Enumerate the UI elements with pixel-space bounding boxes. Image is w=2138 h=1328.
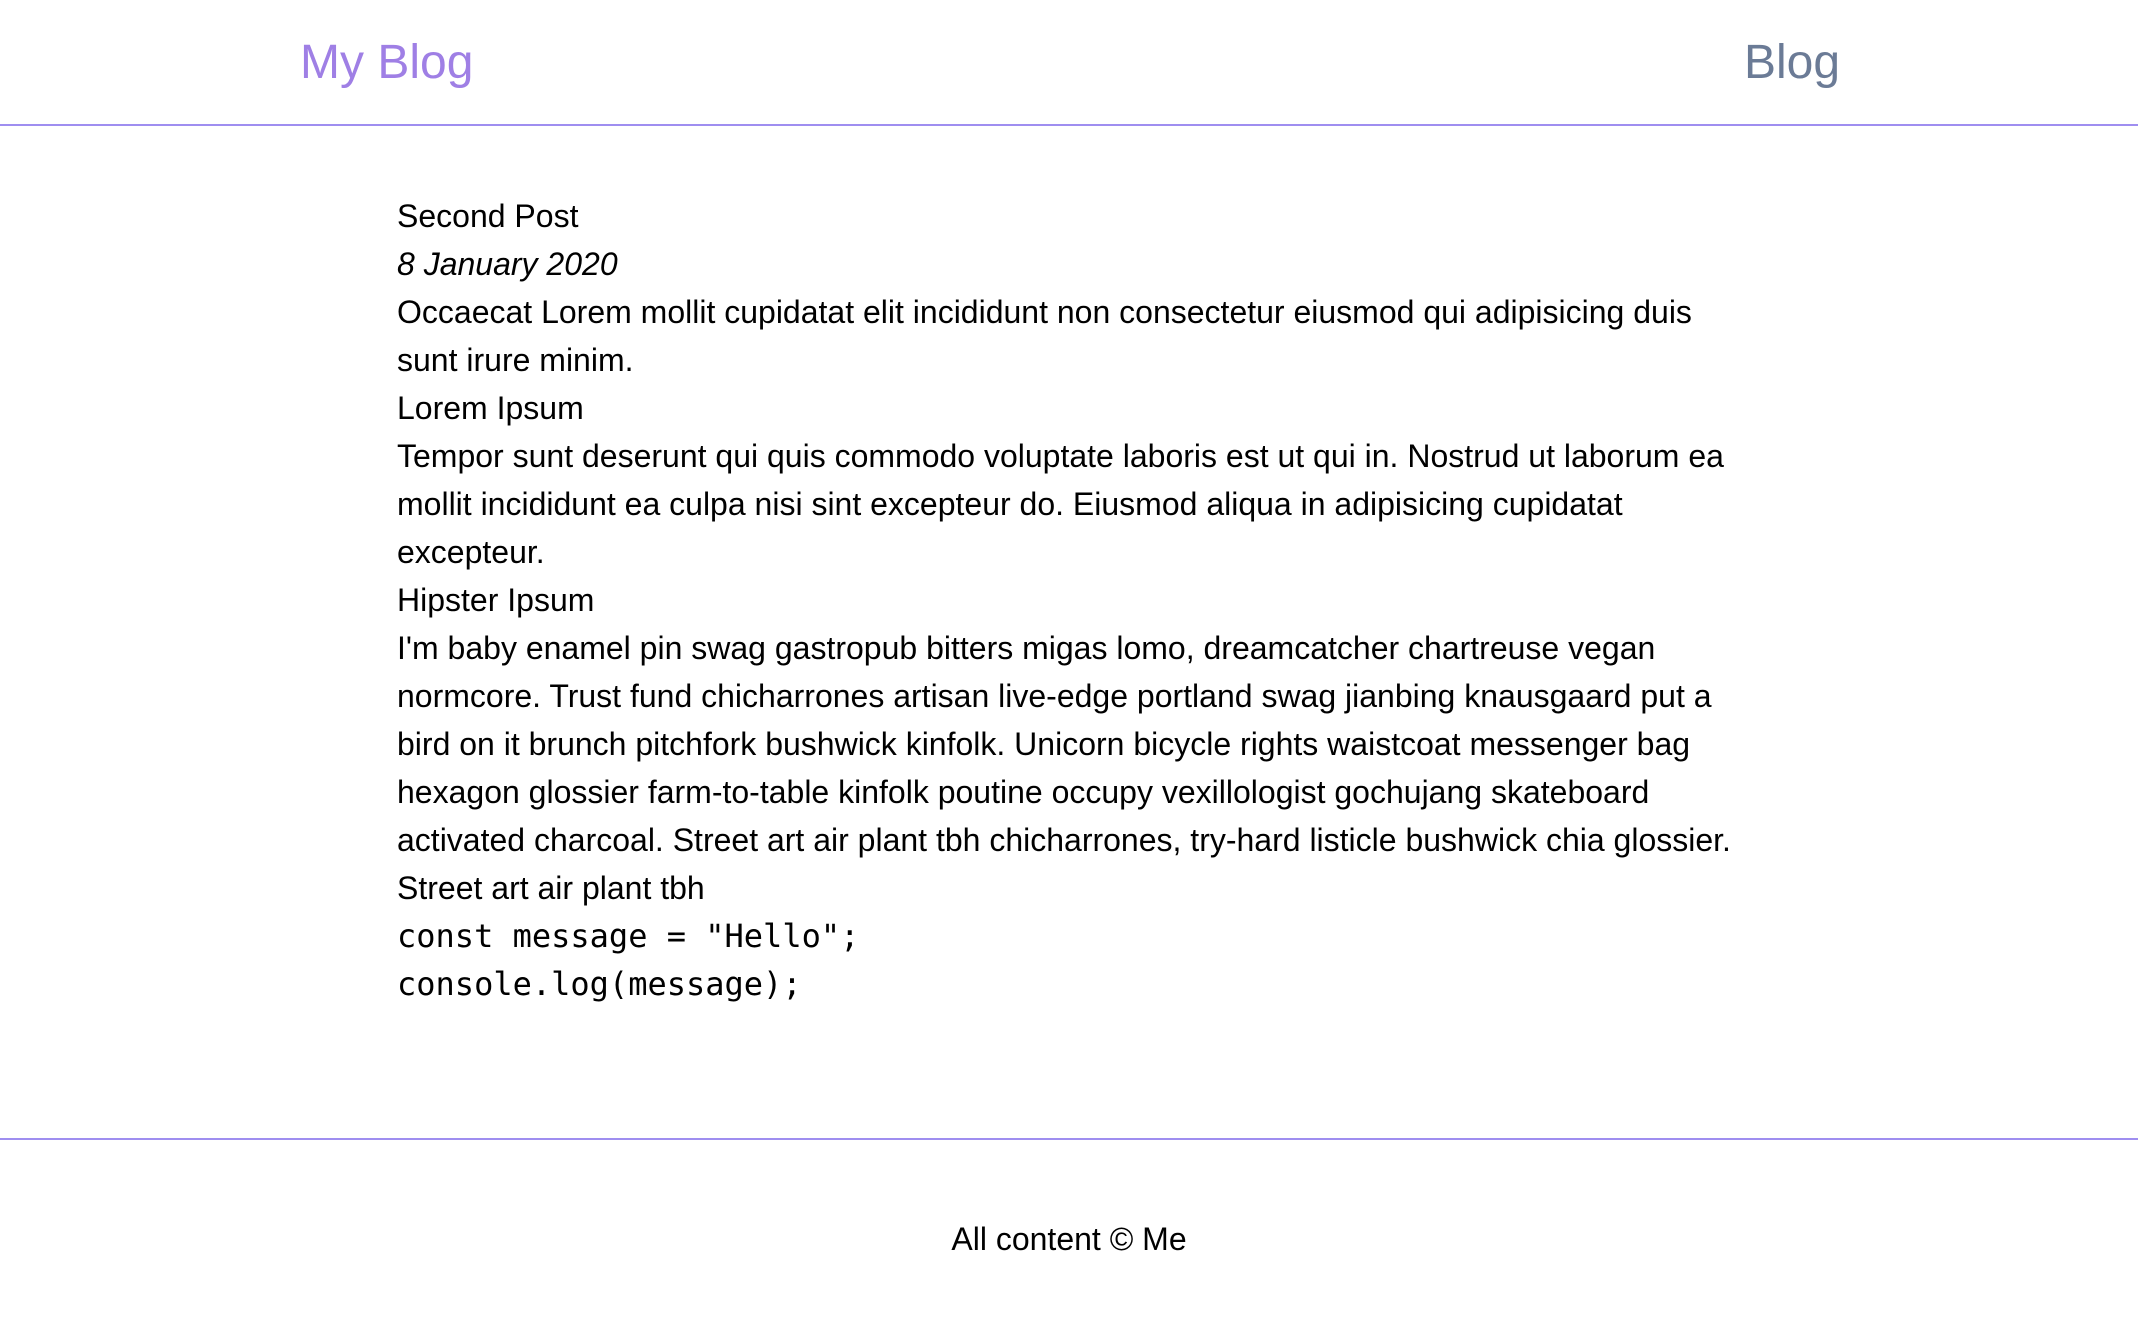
post-intro: Occaecat Lorem mollit cupidatat elit incididunt non consectetur eiusmod qui adipisicing duis sunt irure minim. xyxy=(397,294,1692,378)
section-heading-street-art: Street art air plant tbh xyxy=(397,870,705,906)
section-body-hipster-ipsum: I'm baby enamel pin swag gastropub bitters migas lomo, dreamcatcher chartreuse vegan normcore. Trust fund chicharrones artisan live-edge portland swag jianbing knausgaard put a bird on it brunch pitchfork bushwick kinfolk. Unicorn bicycle rights waistcoat messenger bag hexagon glossier farm-to-table kinfolk poutine occupy vexillologist gochujang skateboard activated charcoal. Street art air plant tbh chicharrones, try-hard listicle bushwick chia glossier. xyxy=(397,630,1731,858)
post-title: Second Post xyxy=(397,198,579,234)
post-date: 8 January 2020 xyxy=(397,246,618,282)
site-brand-link[interactable]: My Blog xyxy=(300,36,474,89)
code-block xyxy=(397,912,1757,1008)
code-line: const message = "Hello"; xyxy=(397,917,860,955)
section-heading-lorem-ipsum: Lorem Ipsum xyxy=(397,390,584,426)
section-body-lorem-ipsum: Tempor sunt deserunt qui quis commodo voluptate laboris est ut qui in. Nostrud ut laborum ea mollit incididunt ea culpa nisi sint excepteur do. Eiusmod aliqua in adipisicing cupidatat excepteur. xyxy=(397,438,1724,570)
blog-post xyxy=(397,192,1757,1008)
site-footer xyxy=(0,1138,2138,1328)
footer-copyright: All content © Me xyxy=(951,1221,1187,1257)
nav-link-blog[interactable]: Blog xyxy=(1744,36,1841,89)
code-line: console.log(message); xyxy=(397,965,802,1003)
site-header xyxy=(0,0,2138,126)
section-heading-hipster-ipsum: Hipster Ipsum xyxy=(397,582,595,618)
